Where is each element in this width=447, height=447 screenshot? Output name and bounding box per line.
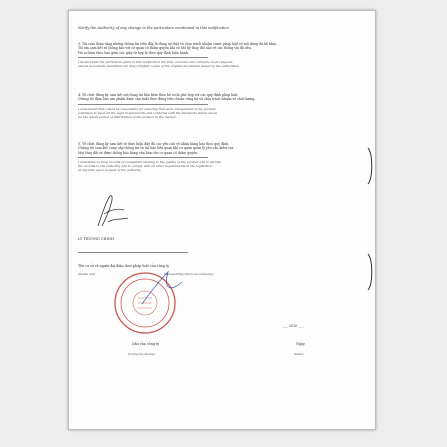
clause-5-en-2: the records to the authority and to comply with all other requirements in the legislation — [78, 163, 212, 168]
date-line: ___ 2020 ___ — [283, 324, 304, 328]
clause-4-en-1: I understand that I shall be responsible for ensuring that each consignment of my product — [78, 106, 216, 111]
clause-3-vn-3: Hồ sơ kèm theo bao gồm các giấy tờ hợp lệ theo quy định hiện hành. — [78, 50, 190, 55]
header-line: Notify the Authority of any change in the particulars mentioned in this notification — [78, 26, 229, 30]
clause-4 — [78, 93, 366, 119]
clause-5 — [78, 142, 366, 172]
clause-3-en-1: I declare that the particulars given in this notification are true, accurate and complete in all respects, — [78, 59, 234, 64]
right-bracket-upper — [366, 146, 376, 186]
confirmation-en-left: (Name and — [78, 272, 95, 276]
clause-5-en-3: at any time upon request of the authority. — [78, 167, 142, 172]
clause-5-vn-3: Mọi thay đổi sẽ được thông báo bằng văn bản cho cơ quan có thẩm quyền. — [78, 150, 199, 155]
confirmation-en-right: representing the local company) — [164, 272, 214, 276]
clause-3 — [78, 42, 366, 68]
clause-4-rule — [78, 104, 208, 105]
header-block — [78, 26, 366, 30]
clause-4-en-2: continues to meet all the legal requirements and conforms with the standards stated above — [78, 110, 218, 115]
clause-4-vn-1: 4. Tổ chức đăng ký cam kết nội dung tài liệu kèm theo hồ sơ là phù hợp với các quy định pháp luật. — [78, 93, 239, 97]
right-bracket-lower — [366, 252, 376, 292]
clause-3-en-2: and all documents submitted are duly certified copies of the original documents issued by the authorities. — [78, 63, 240, 68]
confirmation-vn: Tên cơ sở và người đại diện theo pháp luật của công ty — [78, 264, 170, 268]
company-stamp-label: Dấu của công ty — [132, 342, 160, 346]
document-page — [68, 10, 376, 430]
clause-5-vn-2: Chúng tôi cam kết cung cấp thông tin và tài liệu liên quan khi cơ quan quản lý yêu cầu kiểm tra. — [78, 146, 235, 151]
clause-3-rule — [78, 57, 208, 58]
clause-4-vn-2: Chúng tôi đảm bảo sản phẩm được sản xuất theo đúng tiêu chuẩn công bố và chịu trách nhiệm về chất lượng. — [78, 97, 256, 102]
company-stamp-label-en: (Company stamp) — [128, 352, 155, 356]
clause-4-en-3: for the whole period of distribution of the product in the market. — [78, 114, 177, 119]
divider-rule — [78, 252, 188, 253]
clause-3-vn-2: Tôi xin cam kết sẽ thông báo với cơ quan có thẩm quyền khi có bất kỳ thay đổi nào về các thông tin đã nêu. — [78, 46, 252, 51]
handwritten-signature — [90, 192, 132, 232]
stamp-overlay-signature — [138, 264, 188, 314]
clause-5-vn-1: 5. Tổ chức đăng ký cam kết sẽ thực hiện đầy đủ các yêu cầu về nhãn hàng hóa theo quy định. — [78, 142, 230, 146]
date-label: Ngày — [296, 342, 305, 346]
clause-3-vn-1: 3. Tôi cam đoan rằng những thông tin trên đây là đúng sự thật và chịu trách nhiệm trước pháp luật về nội dung đã kê khai. — [78, 42, 277, 46]
divider-block — [78, 250, 188, 255]
clause-5-en-1: I undertake to keep records of complaints relating to the quality of the product and to furnish — [78, 159, 222, 164]
clause-5-rule — [78, 157, 208, 158]
signer-name: LY THUONG CHINH — [78, 237, 114, 241]
date-label-en: (Date) — [294, 352, 304, 356]
